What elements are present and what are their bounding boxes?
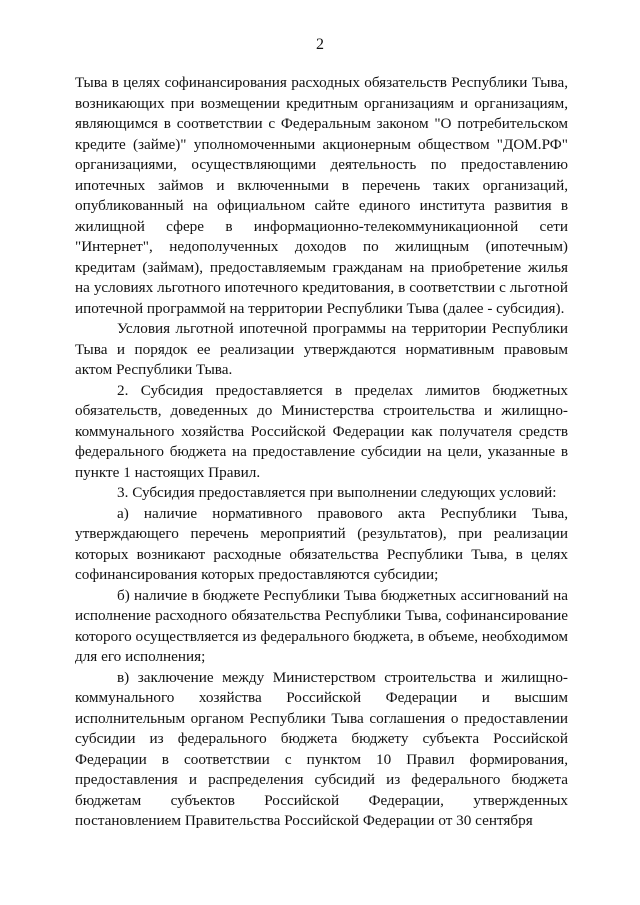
paragraph-3: 3. Субсидия предоставляется при выполнении следующих условий: [117, 484, 557, 501]
condition-c: в) заключение между Министерством строительства и жилищно-коммунального хозяйства Российской Федерации и высшим исполнительным органом Республики Тыва соглашения о предоставлении субсидии из федерального бюджета бюджету субъекта Российской Федерации в соответствии с пунктом 10 Правил формирования, предоставления и распределения субсидий из федерального бюджета бюджетам субъектов Российской Федерации, утвержденных постановлением Правительства Российской Федерации от 30 сентября [75, 668, 568, 829]
condition-a: а) наличие нормативного правового акта Республики Тыва, утверждающего перечень мероприятий (результатов), при реализации которых возникают расходные обязательства Республики Тыва, в целях софинансирования которых предоставляются субсидии; [75, 504, 568, 583]
condition-b: б) наличие в бюджете Республики Тыва бюджетных ассигнований на исполнение расходного обязательства Республики Тыва, софинансирование которого осуществляется из федерального бюджета, в объеме, необходимом для его исполнения; [75, 586, 568, 665]
page-number: 2 [316, 36, 324, 53]
paragraph-program-conditions: Условия льготной ипотечной программы на территории Республики Тыва и порядок ее реализации утверждаются нормативным правовым актом Республики Тыва. [75, 320, 568, 378]
paragraph-2: 2. Субсидия предоставляется в пределах лимитов бюджетных обязательств, доведенных до Министерства строительства и жилищно-коммунального хозяйства Российской Федерации как получателя средств федерального бюджета на предоставление субсидии на цели, указанные в пункте 1 настоящих Правил. [75, 381, 568, 481]
document-body [75, 73, 568, 832]
paragraph-1-continuation: Тыва в целях софинансирования расходных обязательств Республики Тыва, возникающих при возмещении кредитным организациям и организациям, являющимся в соответствии с Федеральным законом "О потребительском кредите (займе)" уполномоченными акционерным обществом "ДОМ.РФ" организациями, осуществляющими деятельность по предоставлению ипотечных займов и включенными в перечень таких организаций, опубликованный на официальном сайте единого института развития в жилищной сфере в информационно-телекоммуникационной сети "Интернет", недополученных доходов по жилищным (ипотечным) кредитам (займам), предоставляемым гражданам на приобретение жилья на условиях льготного ипотечного кредитования, в соответствии с льготной ипотечной программой на территории Республики Тыва (далее - субсидия). [75, 74, 568, 317]
